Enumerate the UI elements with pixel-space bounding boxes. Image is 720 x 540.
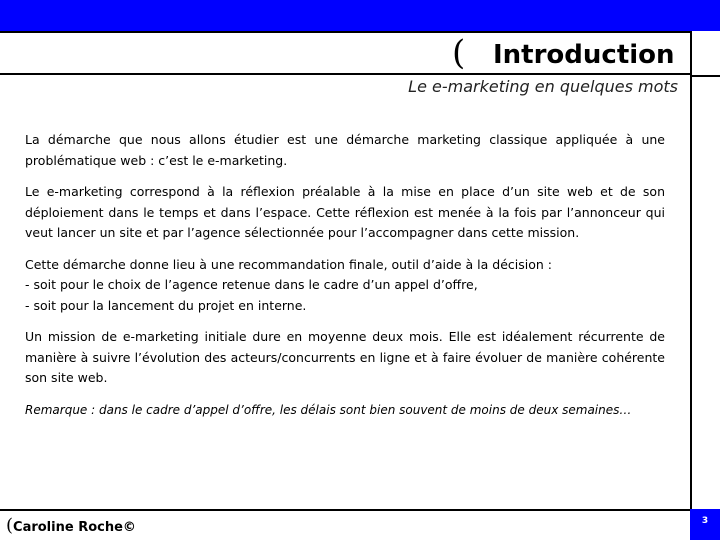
paragraph-3-intro: Cette démarche donne lieu à une recommandation finale, outil d’aide à la décision : — [25, 256, 553, 272]
top-blue-bar — [0, 0, 720, 31]
page-subtitle: Le e-marketing en quelques mots — [408, 77, 678, 96]
page-title: Introduction — [493, 40, 675, 70]
paragraph-1: La démarche que nous allons étudier est une démarche marketing classique appliquée à une problématique web : c’est le e-marketing. — [25, 132, 665, 168]
footer-bracket-icon: ( — [6, 515, 14, 536]
right-margin-bar — [690, 31, 720, 509]
slide-content — [25, 130, 665, 431]
paragraph-4: Un mission de e-marketing initiale dure en moyenne deux mois. Elle est idéalement récurrente de manière à suivre l’évolution des acteurs/concurrents en ligne et à faire évoluer de manière cohérente son site web. — [25, 329, 665, 385]
footer-author — [6, 516, 136, 538]
remark-note: Remarque : dans le cadre d’appel d’offre, les délais sont bien souvent de moins de deux semaines… — [25, 402, 632, 417]
list-item-1: - soit pour le choix de l’agence retenue dans le cadre d’un appel d’offre, — [25, 277, 478, 292]
author-name: Caroline Roche© — [13, 520, 136, 535]
title-bracket-icon: ( — [452, 33, 466, 73]
paragraph-3 — [25, 255, 665, 317]
page-number: 3 — [701, 516, 709, 526]
list-item-2: - soit pour la lancement du projet en interne. — [25, 297, 307, 313]
paragraph-2: Le e-marketing correspond à la réflexion préalable à la mise en place d’un site web et de son déploiement dans le temps et dans l’espace. Cette réflexion est menée à la fois par l’annonceur qui veut lancer un site et par l’agence sélectionnée pour l’accompagner dans cette mission. — [25, 184, 665, 240]
